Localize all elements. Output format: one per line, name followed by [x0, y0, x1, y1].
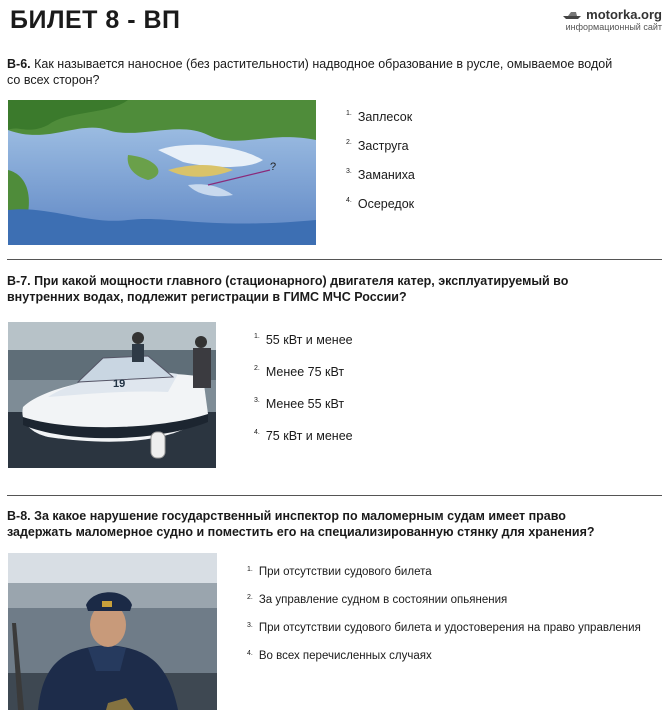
option-number: 2.: [254, 365, 260, 372]
option-number: 2.: [247, 594, 253, 601]
option-number: 3.: [346, 168, 352, 175]
question-body: За какое нарушение государственный инспектор по маломерным судам имеет право задержать маломерное судно и поместить его на специализированную стянку для хранения?: [7, 509, 595, 539]
option-number: 4.: [346, 197, 352, 204]
option-text: Менее 75 кВт: [265, 365, 345, 379]
question-body: Как называется наносное (без растительности) надводное образование в русле, омываемое водой со всех сторон?: [7, 57, 613, 87]
option-number: 1.: [254, 333, 260, 340]
section-divider: [7, 495, 662, 496]
option-text: При отсутствии судового билета и удостоверения на право управления: [258, 622, 641, 634]
answer-options: [247, 566, 641, 678]
question-number: В-6.: [7, 57, 31, 71]
question-text: [7, 273, 632, 305]
option-text: Заманиха: [357, 168, 415, 182]
answer-option[interactable]: [247, 622, 641, 650]
answer-option[interactable]: [247, 566, 641, 594]
option-text: 75 кВт и менее: [265, 429, 353, 443]
option-text: За управление судном в состоянии опьянения: [258, 594, 508, 606]
answer-option[interactable]: [254, 397, 353, 429]
option-text: Менее 55 кВт: [265, 397, 345, 411]
option-text: 55 кВт и менее: [265, 333, 353, 347]
option-text: Заструга: [357, 139, 409, 153]
question-number: В-8.: [7, 509, 31, 523]
question-body: При какой мощности главного (стационарного) двигателя катер, эксплуатируемый во внутренних водах, подлежит регистрации в ГИМС МЧС России?: [7, 274, 569, 304]
boat-photo: [8, 322, 216, 468]
answer-option[interactable]: [254, 429, 353, 461]
option-text: Во всех перечисленных случаях: [258, 650, 432, 662]
answer-option[interactable]: [346, 168, 415, 197]
question-number: В-7.: [7, 274, 31, 288]
river-illustration: [8, 100, 316, 245]
answer-option[interactable]: [247, 594, 641, 622]
option-number: 3.: [247, 622, 253, 629]
brand-logo[interactable]: [562, 7, 662, 32]
answer-option[interactable]: [254, 365, 353, 397]
option-number: 1.: [247, 566, 253, 573]
option-text: Осередок: [357, 197, 415, 211]
question-mark-label: ?: [270, 161, 277, 173]
option-number: 3.: [254, 397, 260, 404]
answer-option[interactable]: [254, 333, 353, 365]
brand-subtitle: информационный сайт: [565, 22, 662, 32]
inspector-photo: [8, 553, 217, 710]
boat-number-label: 19: [113, 378, 126, 390]
option-number: 4.: [254, 429, 260, 436]
boat-icon: [562, 10, 582, 20]
answer-option[interactable]: [346, 197, 415, 226]
option-text: При отсутствии судового билета: [258, 566, 432, 578]
answer-options: [346, 110, 415, 226]
option-number: 1.: [346, 110, 352, 117]
brand-name: motorka.org: [586, 7, 662, 22]
answer-option[interactable]: [247, 650, 641, 678]
section-divider: [7, 259, 662, 260]
brand-row: [562, 7, 662, 22]
option-text: Заплесок: [357, 110, 413, 124]
answer-options: [254, 333, 353, 461]
question-text: [7, 56, 617, 88]
answer-option[interactable]: [346, 110, 415, 139]
option-number: 2.: [346, 139, 352, 146]
page-title: БИЛЕТ 8 - ВП: [10, 6, 181, 34]
question-text: [7, 508, 632, 540]
answer-option[interactable]: [346, 139, 415, 168]
option-number: 4.: [247, 650, 253, 657]
